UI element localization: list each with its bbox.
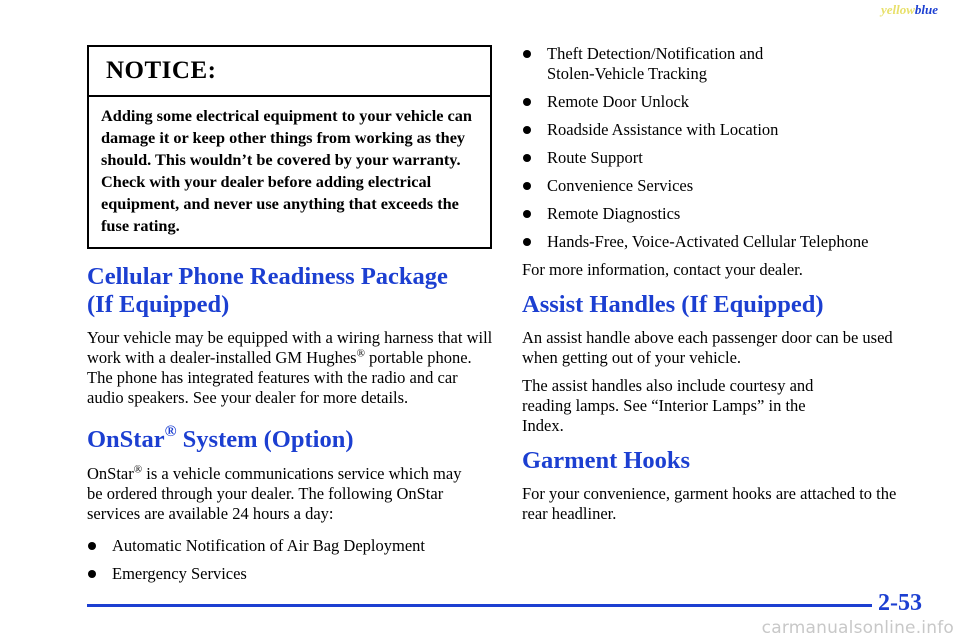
garment-paragraph: For your convenience, garment hooks are attached to the rear headliner.: [522, 484, 897, 523]
service-item: Convenience Services: [522, 176, 932, 196]
onstar-heading-part1: OnStar: [87, 426, 165, 454]
onstar-heading-registered: ®: [164, 423, 177, 440]
onstar-para-part1: OnStar: [87, 464, 134, 484]
service-item: Route Support: [522, 148, 932, 168]
onstar-heading-part2: System (Option): [176, 426, 354, 454]
page-number: 2-53: [878, 590, 922, 616]
garment-heading: Garment Hooks: [522, 447, 691, 474]
assist-paragraph-1: An assist handle above each passenger door can be used when getting out of your vehicle.: [522, 328, 893, 367]
more-info-text: For more information, contact your dealer.: [522, 260, 803, 279]
cellular-para-part1: Your vehicle may be equipped with a wiring harness that will work with a dealer-installed GM Hughes: [87, 328, 493, 367]
watermark-text: carmanualsonline.info: [761, 618, 954, 638]
assist-paragraph-2: The assist handles also include courtesy and reading lamps. See “Interior Lamps” in the Index.: [522, 376, 814, 435]
registered-mark: ®: [356, 347, 365, 360]
service-item: Remote Door Unlock: [522, 92, 932, 112]
service-item: Remote Diagnostics: [522, 204, 932, 224]
notice-body: Adding some electrical equipment to your vehicle can damage it or keep other things from working as they should. This wouldn’t be covered by your warranty. Check with your dealer before adding electrical equipment, and never use anything that exceeds the fuse rating.: [101, 106, 472, 235]
header-color-tag: [881, 2, 938, 18]
onstar-para-part2: is a vehicle communications service which may be ordered through your dealer. The following OnStar services are available 24 hours a day:: [87, 464, 462, 524]
service-item: Automatic Notification of Air Bag Deployment: [87, 536, 493, 556]
onstar-heading: [87, 420, 493, 454]
cellular-heading: [87, 263, 493, 319]
header-tag-yellow: yellow: [880, 2, 915, 17]
notice-box: [87, 45, 492, 249]
service-item: Roadside Assistance with Location: [522, 120, 932, 140]
left-column: [87, 263, 493, 584]
cellular-para-part2: portable phone. The phone has integrated features with the radio and car audio speakers. See your dealer for more details.: [87, 348, 472, 407]
notice-title: NOTICE:: [89, 47, 490, 97]
header-tag-blue: blue: [914, 2, 938, 17]
service-item: Theft Detection/Notification and Stolen-Vehicle Tracking: [522, 44, 807, 84]
cellular-heading-line1: Cellular Phone Readiness Package: [87, 263, 448, 290]
cellular-paragraph: [87, 328, 493, 408]
cellular-heading-line2: (If Equipped): [87, 291, 230, 318]
onstar-paragraph: [87, 464, 467, 524]
right-column: [522, 44, 932, 524]
service-item: Hands-Free, Voice-Activated Cellular Telephone: [522, 232, 932, 252]
service-item: Emergency Services: [87, 564, 493, 584]
assist-heading: Assist Handles (If Equipped): [522, 291, 824, 318]
footer-rule: [87, 604, 872, 607]
onstar-para-registered: ®: [133, 463, 143, 476]
